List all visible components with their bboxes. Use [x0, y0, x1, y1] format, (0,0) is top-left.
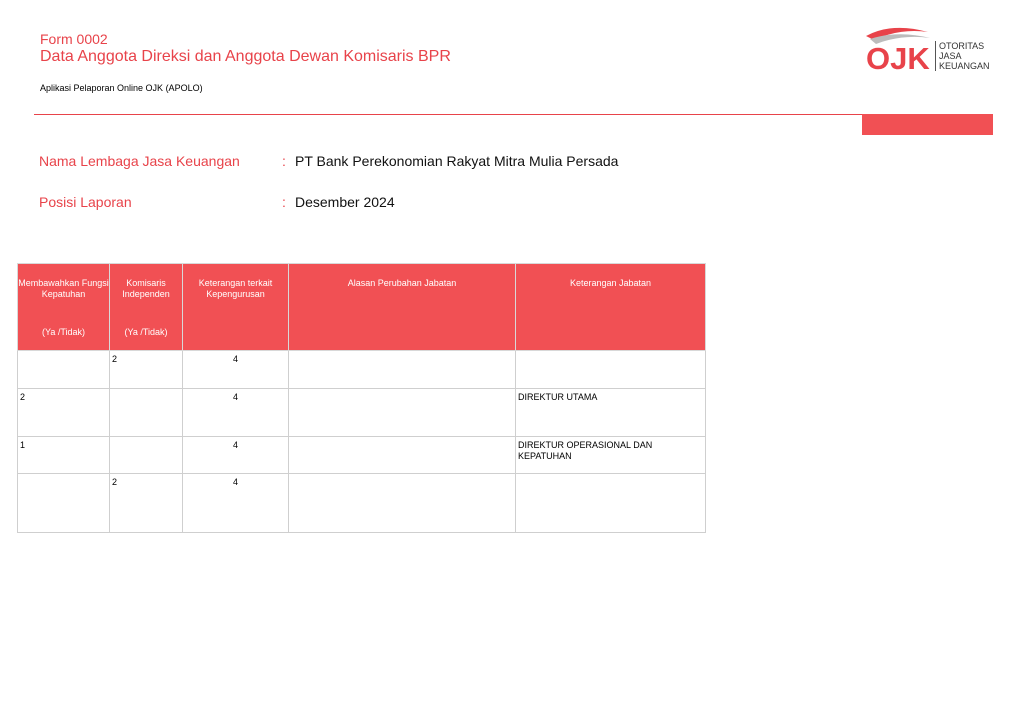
cell-komisaris-independen — [110, 389, 183, 437]
col-fungsi-kepatuhan-sub: (Ya /Tidak) — [41, 327, 85, 337]
cell-keterangan-kepengurusan: 4 — [183, 389, 289, 437]
cell-komisaris-independen: 2 — [110, 351, 183, 389]
period-separator: : — [282, 194, 286, 210]
ojk-logo-mark — [862, 22, 937, 74]
institution-value: PT Bank Perekonomian Rakyat Mitra Mulia Persada — [295, 153, 619, 169]
cell-alasan-perubahan — [289, 474, 516, 533]
cell-komisaris-independen — [110, 437, 183, 474]
table-row — [18, 474, 706, 533]
table-row — [18, 389, 706, 437]
header-divider-block — [862, 114, 993, 135]
form-code: Form 0002 — [40, 31, 108, 47]
col-keterangan-kepengurusan-label: Keterangan terkait Kepengurusan — [198, 278, 273, 299]
app-name: Aplikasi Pelaporan Online OJK (APOLO) — [40, 83, 203, 93]
institution-separator: : — [282, 153, 286, 169]
ojk-logo-text — [935, 41, 990, 71]
cell-keterangan-kepengurusan: 4 — [183, 474, 289, 533]
cell-fungsi-kepatuhan: 1 — [18, 437, 110, 474]
cell-keterangan-kepengurusan: 4 — [183, 351, 289, 389]
form-title: Data Anggota Direksi dan Anggota Dewan Komisaris BPR — [40, 48, 451, 65]
board-members-table — [17, 263, 706, 533]
cell-keterangan-jabatan — [516, 351, 706, 389]
cell-alasan-perubahan — [289, 437, 516, 474]
cell-keterangan-kepengurusan: 4 — [183, 437, 289, 474]
col-fungsi-kepatuhan-label: Membawahkan Fungsi Kepatuhan — [18, 278, 109, 299]
col-komisaris-independen — [110, 264, 183, 351]
logo-line-3: KEUANGAN — [939, 61, 990, 71]
cell-keterangan-jabatan — [516, 474, 706, 533]
header-divider — [34, 114, 862, 115]
period-value: Desember 2024 — [295, 194, 395, 210]
cell-keterangan-jabatan: DIREKTUR OPERASIONAL DAN KEPATUHAN — [516, 437, 706, 474]
col-komisaris-independen-label: Komisaris Independen — [122, 278, 170, 299]
col-keterangan-kepengurusan — [183, 264, 289, 351]
col-keterangan-jabatan-label: Keterangan Jabatan — [569, 278, 652, 288]
col-komisaris-independen-sub: (Ya /Tidak) — [124, 327, 168, 337]
col-keterangan-jabatan — [516, 264, 706, 351]
cell-fungsi-kepatuhan — [18, 474, 110, 533]
cell-alasan-perubahan — [289, 389, 516, 437]
cell-fungsi-kepatuhan: 2 — [18, 389, 110, 437]
logo-line-2: JASA — [939, 51, 962, 61]
table-header-row — [18, 264, 706, 351]
cell-keterangan-jabatan: DIREKTUR UTAMA — [516, 389, 706, 437]
period-label: Posisi Laporan — [39, 194, 132, 210]
col-alasan-perubahan — [289, 264, 516, 351]
logo-line-1: OTORITAS — [939, 41, 985, 51]
col-alasan-perubahan-label: Alasan Perubahan Jabatan — [347, 278, 457, 288]
cell-fungsi-kepatuhan — [18, 351, 110, 389]
ojk-logo-letters: OJK — [866, 41, 930, 74]
table-row — [18, 437, 706, 474]
institution-label: Nama Lembaga Jasa Keuangan — [39, 153, 240, 169]
table-row — [18, 351, 706, 389]
cell-alasan-perubahan — [289, 351, 516, 389]
cell-komisaris-independen: 2 — [110, 474, 183, 533]
col-fungsi-kepatuhan — [18, 264, 110, 351]
